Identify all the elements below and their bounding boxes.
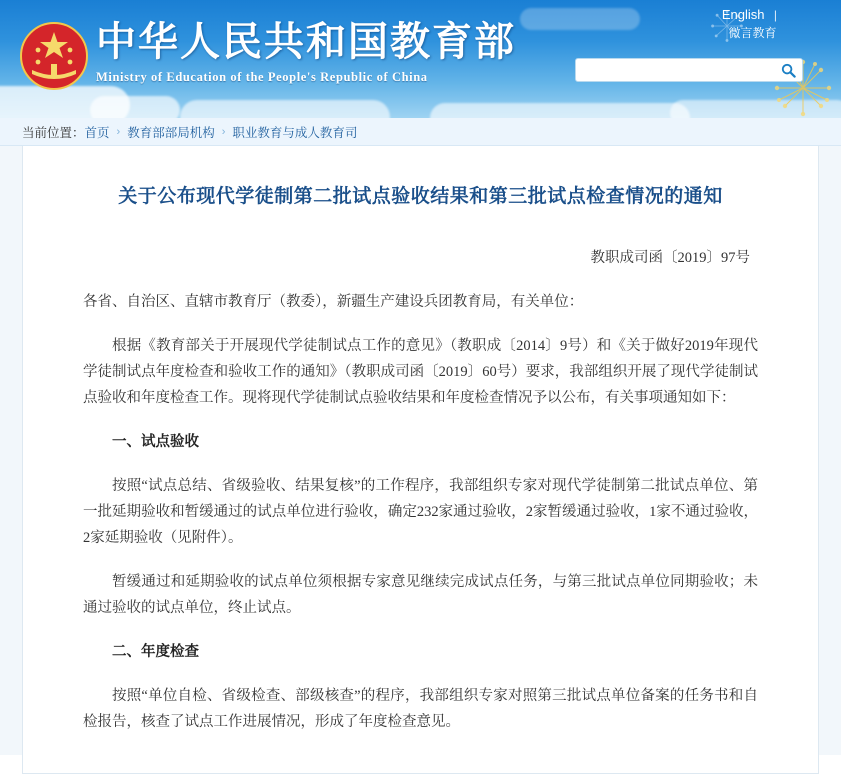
document-section-heading: 一、试点验收 — [112, 434, 199, 450]
breadcrumb-separator: › — [221, 125, 226, 138]
document-paragraph: 各省、自治区、直辖市教育厅（教委），新疆生产建设兵团教育局，有关单位： — [83, 294, 584, 310]
document-body — [83, 289, 758, 735]
breadcrumb-separator: › — [116, 125, 121, 138]
cloud-decoration — [90, 96, 180, 118]
cloud-decoration — [430, 103, 690, 118]
document-paragraph: 按照“单位自检、省级检查、部级核查”的程序，我部组织专家对照第三批试点单位备案的任务书和自检报告，核查了试点工作进展情况，形成了年度检查意见。 — [83, 688, 758, 730]
document-section-heading: 二、年度检查 — [112, 644, 199, 660]
page-title: 关于公布现代学徒制第二批试点验收结果和第三批试点检查情况的通知 — [118, 186, 723, 207]
breadcrumb-label: 当前位置： — [22, 125, 85, 140]
search-input[interactable] — [576, 59, 774, 81]
cloud-decoration — [180, 100, 390, 118]
document-paragraph: 按照“试点总结、省级验收、结果复核”的工作程序，我部组织专家对现代学徒制第二批试点单位、第一批延期验收和暂缓通过的试点单位进行验收，确定232家通过验收，2家暂缓通过验收，1家不通过验收，2家延期验收（见附件）。 — [83, 478, 758, 546]
weiyan-education-link[interactable]: 微言教育 — [728, 26, 777, 40]
document-number: 教职成司函〔2019〕97号 — [590, 250, 750, 266]
cloud-decoration — [520, 8, 640, 30]
document-paragraph: 暂缓通过和延期验收的试点单位须根据专家意见继续完成试点任务，与第三批试点单位同期验收；未通过验收的试点单位，终止试点。 — [83, 574, 758, 616]
breadcrumb-item-departments[interactable]: 教育部部局机构 — [127, 125, 215, 140]
site-title-cn: 中华人民共和国教育部 — [96, 19, 516, 64]
english-link[interactable]: English — [721, 7, 765, 22]
breadcrumb — [0, 118, 841, 146]
language-links — [722, 6, 783, 42]
breadcrumb-item-home[interactable]: 首页 — [84, 125, 110, 140]
search-icon — [781, 63, 796, 78]
link-separator: | — [773, 8, 777, 22]
site-title-block — [96, 18, 516, 85]
site-title-en: Ministry of Education of the People's Republic of China — [96, 70, 428, 84]
document-card — [22, 146, 819, 774]
site-search[interactable] — [575, 58, 803, 82]
page-content-area — [0, 146, 841, 755]
breadcrumb-item-current: 职业教育与成人教育司 — [232, 125, 358, 140]
search-button[interactable] — [774, 59, 802, 81]
site-header — [0, 0, 841, 118]
national-emblem-icon — [18, 20, 90, 92]
document-paragraph: 根据《教育部关于开展现代学徒制试点工作的意见》（教职成〔2014〕9号）和《关于做好2019年现代学徒制试点年度检查和验收工作的通知》（教职成司函〔2019〕60号）要求，我部组织开展了现代学徒制试点验收和年度检查工作。现将现代学徒制试点验收结果和年度检查情况予以公布，有关事项通知如下： — [83, 338, 758, 406]
